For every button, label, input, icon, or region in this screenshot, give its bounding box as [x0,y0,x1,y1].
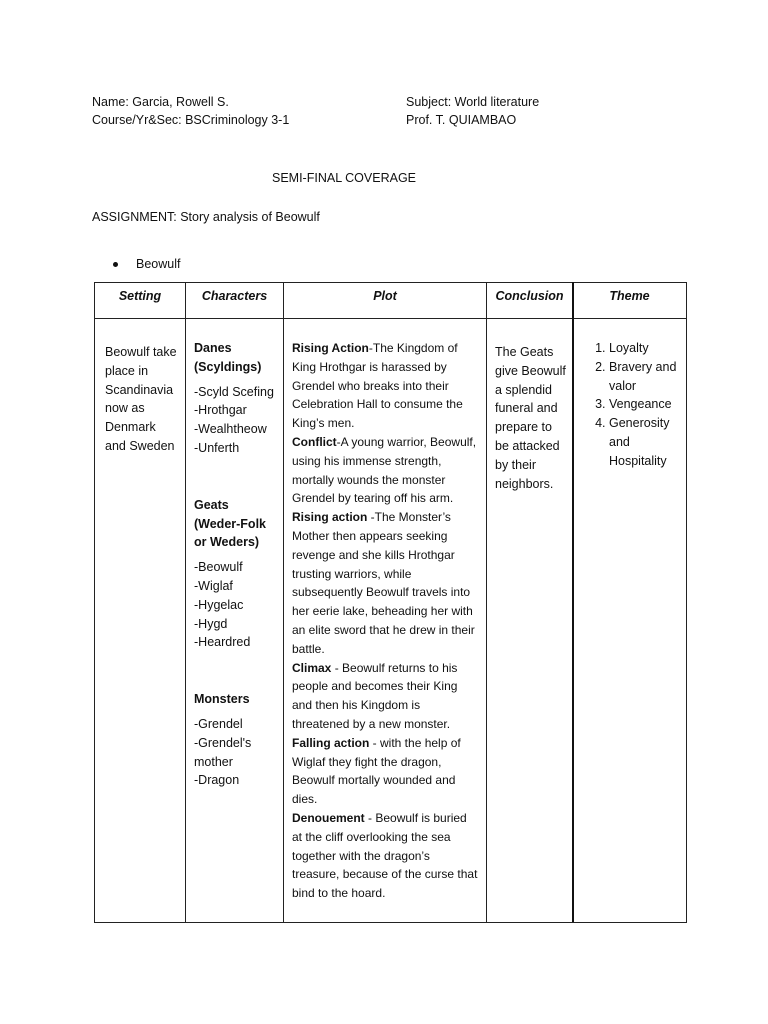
plot-segment [292,508,480,658]
character-item: -Dragon [194,773,240,788]
character-item: -Hygd [194,616,228,631]
group-title: Monsters [194,692,250,707]
plot-label: Rising Action [292,341,369,355]
character-item: -Hygelac [194,597,244,612]
setting-cell [95,319,186,923]
character-item: -Scyld Scefing [194,384,274,399]
plot-segment [292,734,480,809]
character-item: -Unferth [194,440,240,455]
plot-text: - with the help of Wiglaf they fight the dragon, Beowulf mortally wounded and dies. [292,735,461,807]
theme-item: 4. Generosity and Hospitality [609,414,680,470]
characters-cell [186,319,284,923]
theme-cell [573,319,687,923]
theme-item: 3. Vengeance [609,395,680,414]
header-characters: Characters [186,283,284,319]
column-divider [572,282,574,922]
table-row [95,319,687,923]
theme-item: 2. Bravery and valor [609,358,680,396]
plot-label: Conflict [292,434,337,449]
group-title: Danes (Scyldings) [194,341,262,374]
plot-label: Denouement [292,810,365,825]
professor: Prof. T. QUIAMBAO [406,113,517,127]
plot-segment [292,809,480,903]
student-name: Name: Garcia, Rowell S. [92,95,229,109]
assignment-label: ASSIGNMENT: [92,210,177,224]
character-item: -Grendel's mother [194,735,252,769]
plot-text: -The Monster’s Mother then appears seeking revenge and she kills Hrothgar trusting warriors, while subsequently Beowulf travels into her eerie lake, beheading her with an elite sword that he drew in their battle. [292,510,475,656]
setting-text: Beowulf take place in Scandinavia now as Denmark and Sweden [105,345,177,453]
header-plot: Plot [284,283,487,319]
plot-label: Falling action [292,735,370,750]
character-group-danes [194,339,277,458]
assignment-text: Story analysis of Beowulf [176,210,320,224]
character-item: -Wiglaf [194,578,233,593]
character-group-monsters [194,690,277,790]
plot-cell [284,319,487,923]
conclusion-cell [487,319,573,923]
header-setting: Setting [95,283,186,319]
bullet-icon [113,262,118,267]
plot-label: Climax [292,660,332,675]
conclusion-text: The Geats give Beowulf a splendid funeral and prepare to be attacked by their neighbors. [495,345,566,491]
table-header-row [95,283,687,319]
plot-segment [292,339,480,433]
header-theme: Theme [573,283,687,319]
plot-text: - Beowulf returns to his people and becomes their King and then his Kingdom is threatened by a new monster. [292,660,458,731]
theme-item: 1. Loyalty [609,339,680,358]
character-item: -Grendel [194,716,243,731]
course-section: Course/Yr&Sec: BSCriminology 3-1 [92,113,290,127]
character-item: -Wealhtheow [194,422,267,437]
theme-list [581,339,680,471]
assignment-line [92,208,320,227]
coverage-title: SEMI-FINAL COVERAGE [272,171,417,185]
plot-text: -The Kingdom of King Hrothgar is harassed by Grendel who breaks into their Celebration Hall to consume the King’s men. [292,341,463,431]
plot-text: -A young warrior, Beowulf, using his immense strength, mortally wounds the monster Grendel by tearing off his arm. [292,434,477,506]
subject: Subject: World literature [406,95,540,109]
character-group-geats [194,496,277,652]
plot-segment [292,659,480,734]
story-analysis-table [94,282,687,923]
plot-text: - Beowulf is buried at the cliff overlooking the sea together with the dragon’s treasure, because of the curse that bind to the hoard. [292,810,478,901]
group-title: Geats (Weder-Folk or Weders) [194,497,266,550]
bullet-text: Beowulf [136,257,181,271]
plot-segment [292,433,480,508]
plot-label: Rising action [292,510,368,525]
character-item: -Beowulf [194,560,243,575]
character-item: -Hrothgar [194,403,247,418]
character-item: -Heardred [194,635,251,650]
header-conclusion: Conclusion [487,283,573,319]
